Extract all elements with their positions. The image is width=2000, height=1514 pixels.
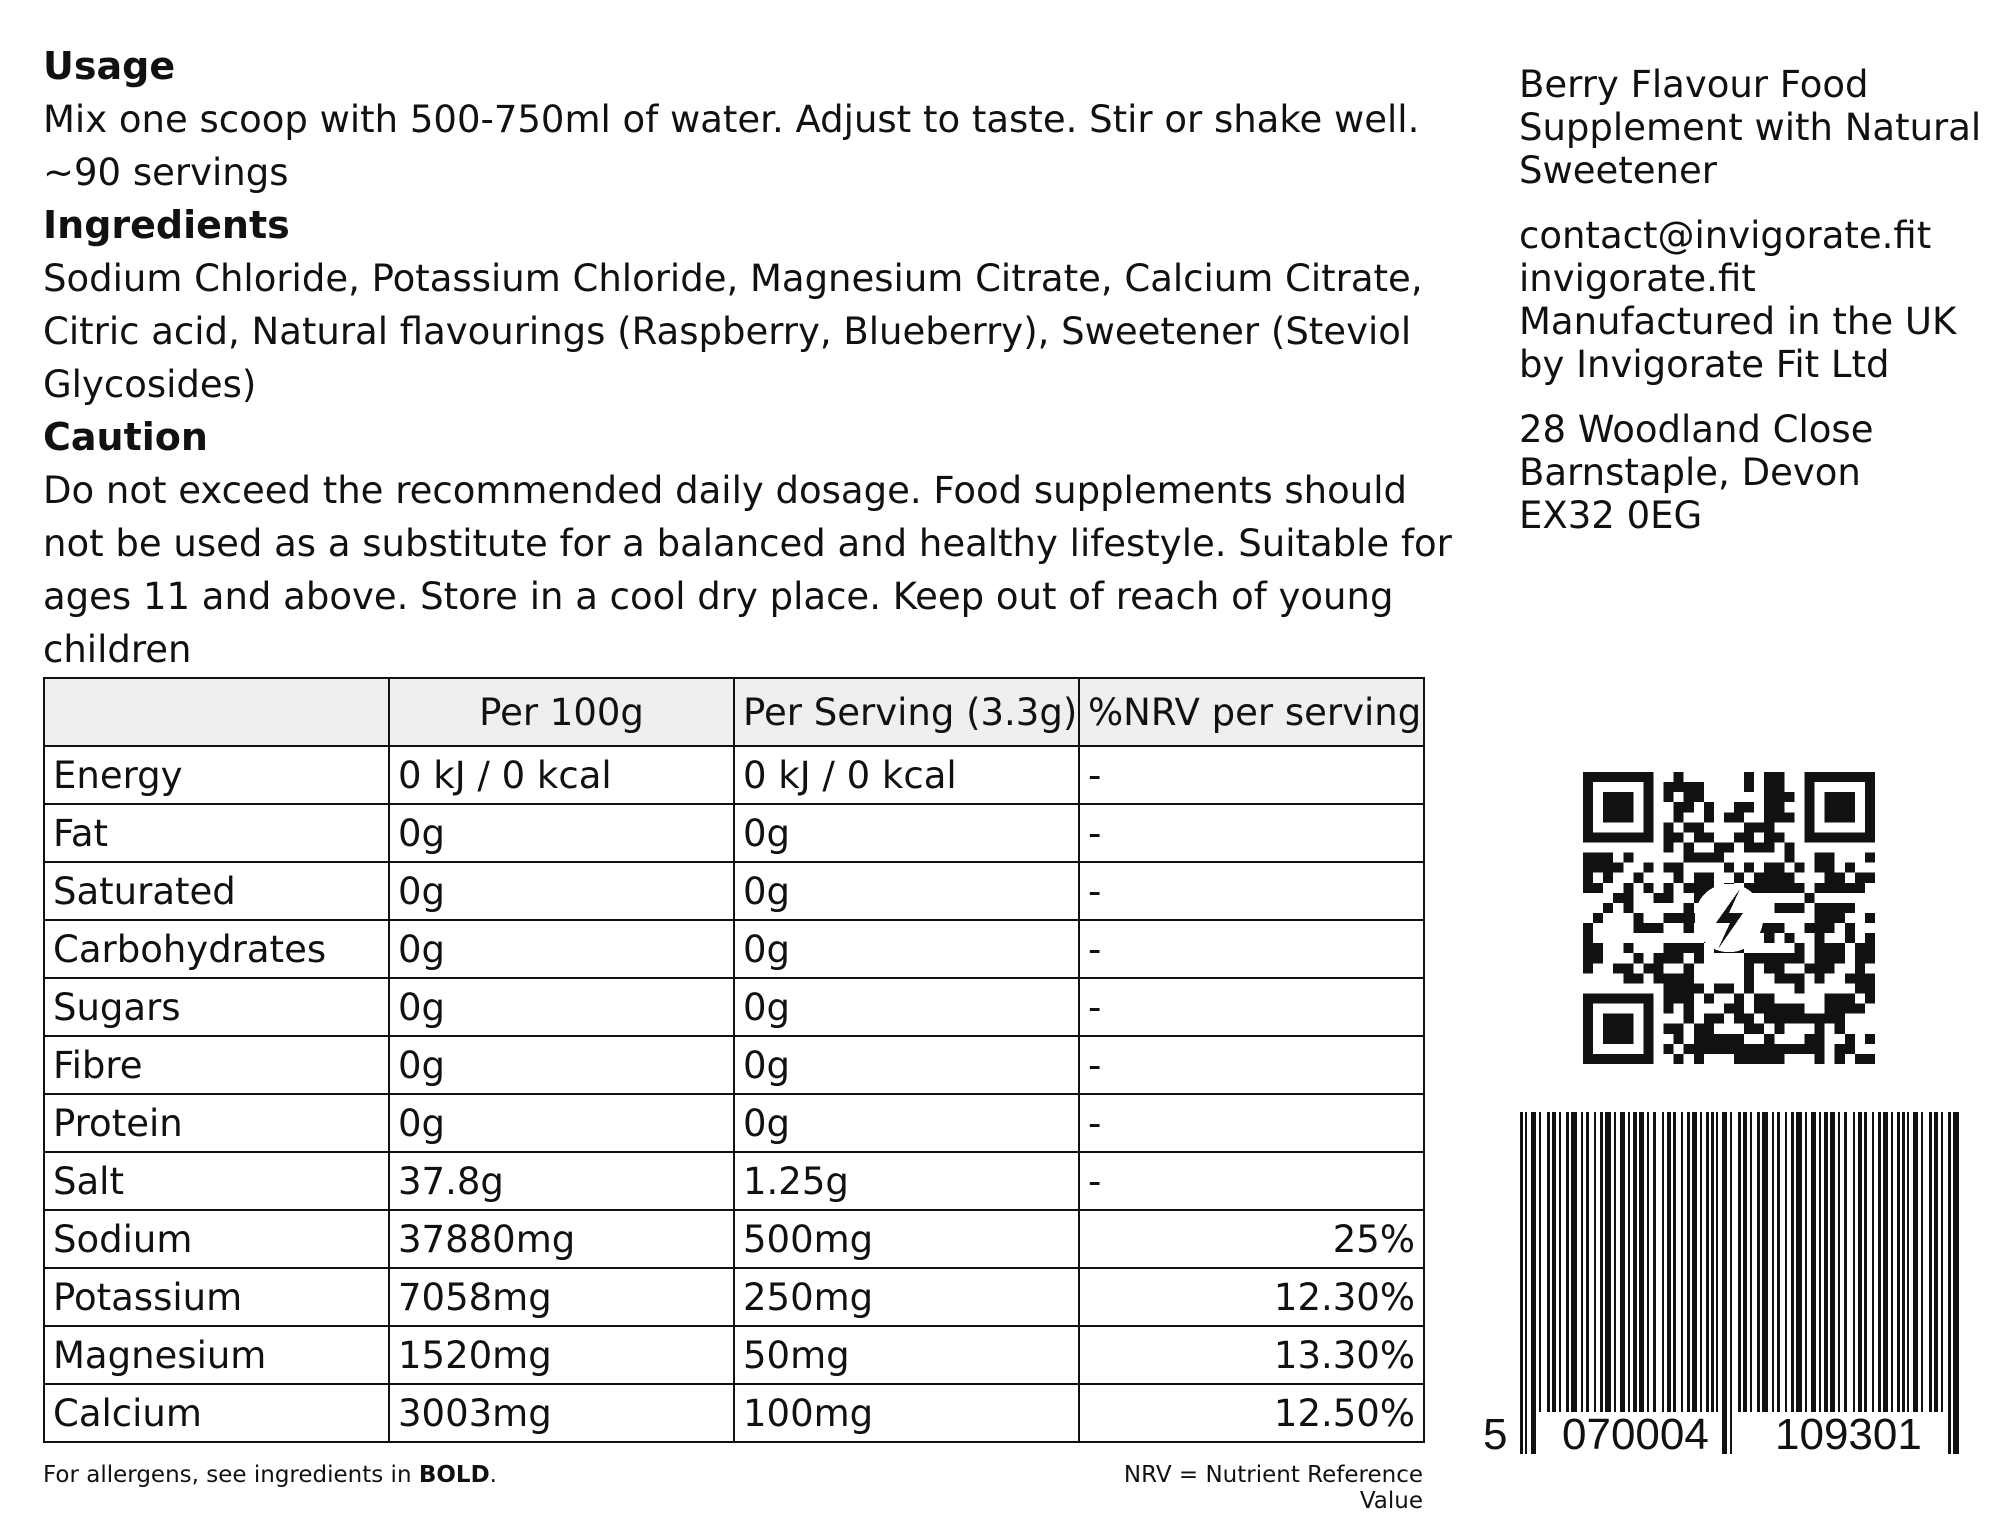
per-100g-cell: 37.8g — [389, 1152, 734, 1210]
per-serving-cell: 0g — [734, 1036, 1079, 1094]
per-serving-cell: 0g — [734, 978, 1079, 1036]
address-line: EX32 0EG — [1519, 494, 1703, 537]
barcode-digits-right: 109301 — [1775, 1410, 1922, 1459]
nrv-cell: - — [1079, 862, 1424, 920]
nutrient-name-cell: Calcium — [44, 1384, 389, 1442]
nrv-cell: 13.30% — [1079, 1326, 1424, 1384]
table-row — [44, 1152, 1424, 1210]
caution-heading: Caution — [43, 415, 208, 459]
per-serving-cell: 100mg — [734, 1384, 1079, 1442]
nrv-cell: 12.30% — [1079, 1268, 1424, 1326]
nutrient-name-cell: Fat — [44, 804, 389, 862]
per-100g-cell: 1520mg — [389, 1326, 734, 1384]
per-100g-cell: 7058mg — [389, 1268, 734, 1326]
nutrient-name-cell: Sodium — [44, 1210, 389, 1268]
per-100g-cell: 0 kJ / 0 kcal — [389, 746, 734, 804]
per-serving-cell: 250mg — [734, 1268, 1079, 1326]
product-description — [1519, 63, 1989, 192]
servings-text: ~90 servings — [43, 151, 289, 194]
per-serving-cell: 0g — [734, 862, 1079, 920]
address-line: Barnstaple, Devon — [1519, 451, 1861, 494]
header-cell: %NRV per serving — [1079, 678, 1424, 746]
table-row — [44, 1268, 1424, 1326]
header-cell: Per 100g — [389, 678, 734, 746]
contact-email: contact@invigorate.fit — [1519, 214, 1932, 257]
allergen-note-bold: BOLD — [418, 1462, 490, 1488]
nrv-cell: - — [1079, 746, 1424, 804]
table-row — [44, 1094, 1424, 1152]
nrv-cell: 25% — [1079, 1210, 1424, 1268]
table-row — [44, 1326, 1424, 1384]
description-line: Sweetener — [1519, 149, 1717, 192]
per-serving-cell: 0g — [734, 804, 1079, 862]
table-row — [44, 804, 1424, 862]
per-serving-cell: 500mg — [734, 1210, 1079, 1268]
caution-text: Do not exceed the recommended daily dosage. Food supplements should not be used as a substitute for a balanced and healthy lifestyle. Suitable for ages 11 and above. Store in a cool dry place. Keep out of reach of young children — [43, 469, 1452, 671]
nutrition-header-row — [44, 678, 1424, 746]
nrv-cell: - — [1079, 804, 1424, 862]
per-serving-cell: 0 kJ / 0 kcal — [734, 746, 1079, 804]
header-cell: Per Serving (3.3g) — [734, 678, 1079, 746]
per-100g-cell: 37880mg — [389, 1210, 734, 1268]
allergen-note — [43, 1462, 497, 1488]
address-line: 28 Woodland Close — [1519, 408, 1874, 451]
nutrient-name-cell: Magnesium — [44, 1326, 389, 1384]
right-info-column — [1519, 63, 1989, 559]
manufacturer-line: by Invigorate Fit Ltd — [1519, 343, 1890, 386]
nutrient-name-cell: Saturated — [44, 862, 389, 920]
nrv-cell: - — [1079, 1152, 1424, 1210]
address-block — [1519, 408, 1989, 537]
table-row — [44, 920, 1424, 978]
nrv-cell: - — [1079, 1094, 1424, 1152]
ingredients-heading: Ingredients — [43, 203, 290, 247]
nutrient-name-cell: Sugars — [44, 978, 389, 1036]
nutrition-table — [43, 677, 1425, 1443]
per-serving-cell: 0g — [734, 1094, 1079, 1152]
ingredients-text: Sodium Chloride, Potassium Chloride, Magnesium Citrate, Calcium Citrate, Citric acid, Natural flavourings (Raspberry, Blueberry), Sweetener (Steviol Glycosides) — [43, 257, 1423, 406]
nutrient-name-cell: Fibre — [44, 1036, 389, 1094]
per-serving-cell: 0g — [734, 920, 1079, 978]
contact-block — [1519, 214, 1989, 386]
nrv-cell: 12.50% — [1079, 1384, 1424, 1442]
barcode-digit-first: 5 — [1483, 1410, 1508, 1459]
nutrient-name-cell: Carbohydrates — [44, 920, 389, 978]
header-cell — [44, 678, 389, 746]
table-row — [44, 746, 1424, 804]
per-100g-cell: 0g — [389, 1094, 734, 1152]
nrv-cell: - — [1079, 1036, 1424, 1094]
table-row — [44, 1036, 1424, 1094]
per-100g-cell: 0g — [389, 920, 734, 978]
nutrient-name-cell: Potassium — [44, 1268, 389, 1326]
table-row — [44, 978, 1424, 1036]
table-row — [44, 1384, 1424, 1442]
nrv-cell: - — [1079, 920, 1424, 978]
qr-code — [1583, 772, 1875, 1064]
description-line: Supplement with Natural — [1519, 106, 1982, 149]
description-line: Berry Flavour Food — [1519, 63, 1869, 106]
table-row — [44, 1210, 1424, 1268]
label-text-column — [43, 40, 1473, 729]
nutrient-name-cell: Protein — [44, 1094, 389, 1152]
table-row — [44, 862, 1424, 920]
usage-text: Mix one scoop with 500-750ml of water. Adjust to taste. Stir or shake well. — [43, 98, 1420, 141]
per-serving-cell: 50mg — [734, 1326, 1079, 1384]
barcode-digits-left: 070004 — [1562, 1410, 1709, 1459]
manufacturer-line: Manufactured in the UK — [1519, 300, 1957, 343]
per-100g-cell: 0g — [389, 862, 734, 920]
usage-heading: Usage — [43, 44, 176, 88]
contact-website: invigorate.fit — [1519, 257, 1756, 300]
nrv-cell: - — [1079, 978, 1424, 1036]
per-100g-cell: 3003mg — [389, 1384, 734, 1442]
allergen-note-suffix: . — [489, 1462, 497, 1488]
per-100g-cell: 0g — [389, 1036, 734, 1094]
nutrient-name-cell: Energy — [44, 746, 389, 804]
nrv-note: NRV = Nutrient Reference Value — [1123, 1462, 1423, 1514]
per-serving-cell: 1.25g — [734, 1152, 1079, 1210]
nutrient-name-cell: Salt — [44, 1152, 389, 1210]
per-100g-cell: 0g — [389, 978, 734, 1036]
allergen-note-prefix: For allergens, see ingredients in — [43, 1462, 419, 1488]
per-100g-cell: 0g — [389, 804, 734, 862]
